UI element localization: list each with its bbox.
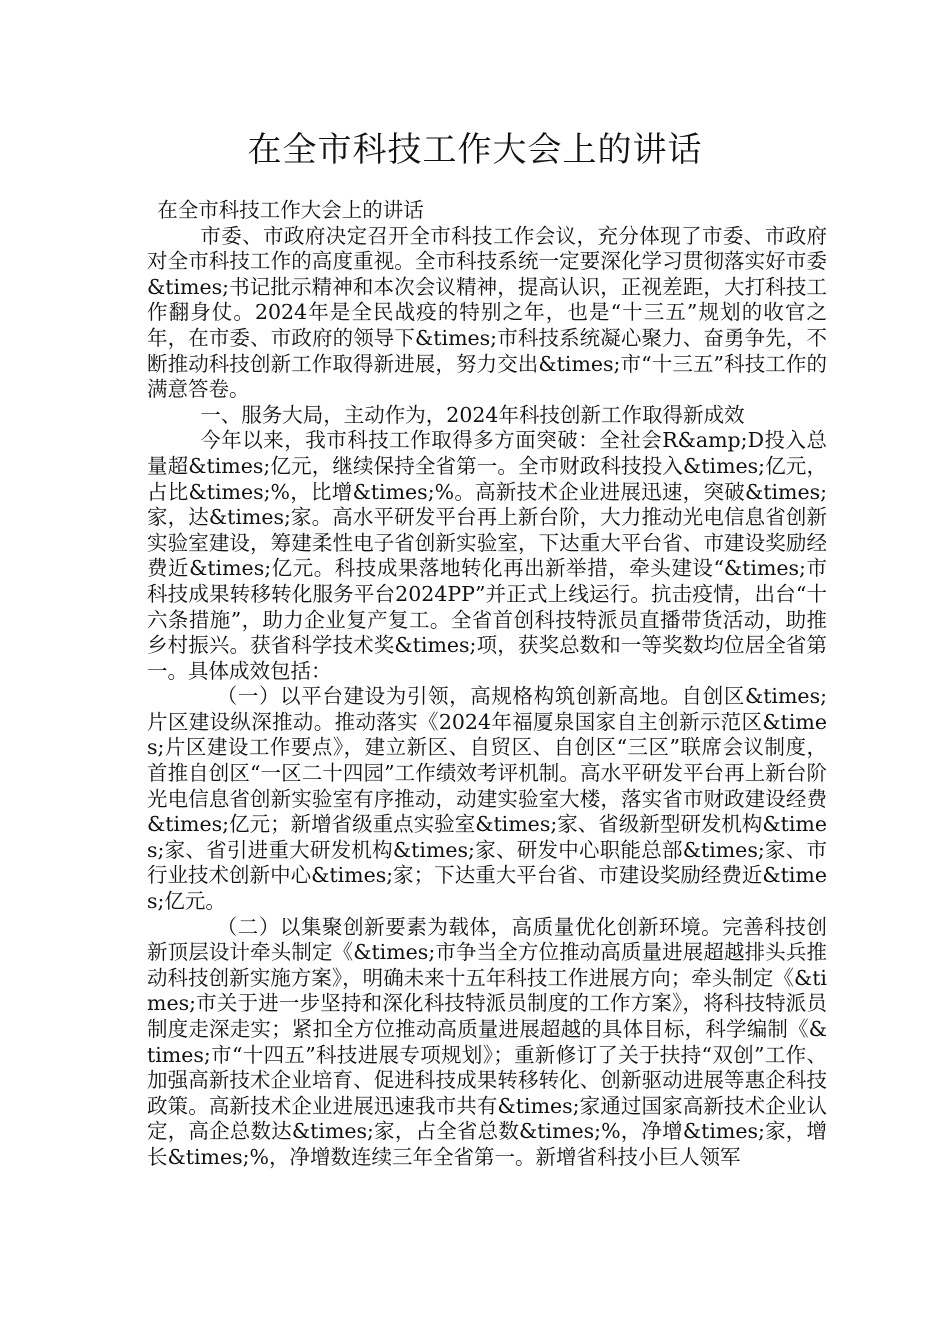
body-subtitle: 在全市科技工作大会上的讲话 <box>157 198 424 222</box>
paragraph-achievements: 今年以来，我市科技工作取得多方面突破：全社会R&amp;D投入总量超&times;亿元，继续保持全省第一。全市财政科技投入&times;亿元，占比&times;%，比增&times;%。高新技术企业进展迅速，突破&times;家，达&times;家。高水平研发平台再上新台阶，大力推动光电信息省创新实验室建设，筹建柔性电子省创新实验室，下达重大平台省、市建设奖励经费近&times;亿元。科技成果落地转化再出新举措，牵头建设“&times;市科技成果转移转化服务平台2024PP”并正式上线运行。抗击疫情，出台“十六条措施”，助力企业复产复工。全省首创科技特派员直播带货活动，助推乡村振兴。获省科学技术奖&times;项，获奖总数和一等奖数均位居全省第一。具体成效包括： <box>147 428 827 683</box>
section-heading-1: 一、服务大局，主动作为，2024年科技创新工作取得新成效 <box>200 402 745 427</box>
paragraph-environment: （二）以集聚创新要素为载体，高质量优化创新环境。完善科技创新顶层设计牵头制定《&times;市争当全方位推动高质量进展超越排头兵推动科技创新实施方案》，明确未来十五年科技工作进展方向；牵头制定《&times;市关于进一步坚持和深化科技特派员制度的工作方案》，将科技特派员制度走深走实；紧扣全方位推动高质量进展超越的具体目标，科学编制《&times;市“十四五”科技进展专项规划》；重新修订了关于扶持“双创”工作、加强高新技术企业培育、促进科技成果转移转化、创新驱动进展等惠企科技政策。高新技术企业进展迅速我市共有&times;家通过国家高新技术企业认定，高企总数达&times;家，占全省总数&times;%，净增&times;家，增长&times;%，净增数连续三年全省第一。新增省科技小巨人领军 <box>147 914 827 1169</box>
paragraph-platform: （一）以平台建设为引领，高规格构筑创新高地。自创区&times;片区建设纵深推动。推动落实《2024年福厦泉国家自主创新示范区&times;片区建设工作要点》，建立新区、自贸区、自创区“三区”联席会议制度，首推自创区“一区二十四园”工作绩效考评机制。高水平研发平台再上新台阶光电信息省创新实验室有序推动，动建实验室大楼，落实省市财政建设经费&times;亿元；新增省级重点实验室&times;家、省级新型研发机构&times;家、省引进重大研发机构&times;家、研发中心职能总部&times;家、市行业技术创新中心&times;家；下达重大平台省、市建设奖励经费近&times;亿元。 <box>147 684 827 914</box>
document-title: 在全市科技工作大会上的讲话 <box>247 130 703 170</box>
paragraph-intro: 市委、市政府决定召开全市科技工作会议，充分体现了市委、市政府对全市科技工作的高度重视。全市科技系统一定要深化学习贯彻落实好市委&times;书记批示精神和本次会议精神，提高认识，正视差距，大打科技工作翻身仗。2024年是全民战疫的特别之年，也是“十三五”规划的收官之年，在市委、市政府的领导下&times;市科技系统凝心聚力、奋勇争先，不断推动科技创新工作取得新进展，努力交出&times;市“十三五”科技工作的满意答卷。 <box>147 223 827 402</box>
document-body <box>147 198 827 1171</box>
